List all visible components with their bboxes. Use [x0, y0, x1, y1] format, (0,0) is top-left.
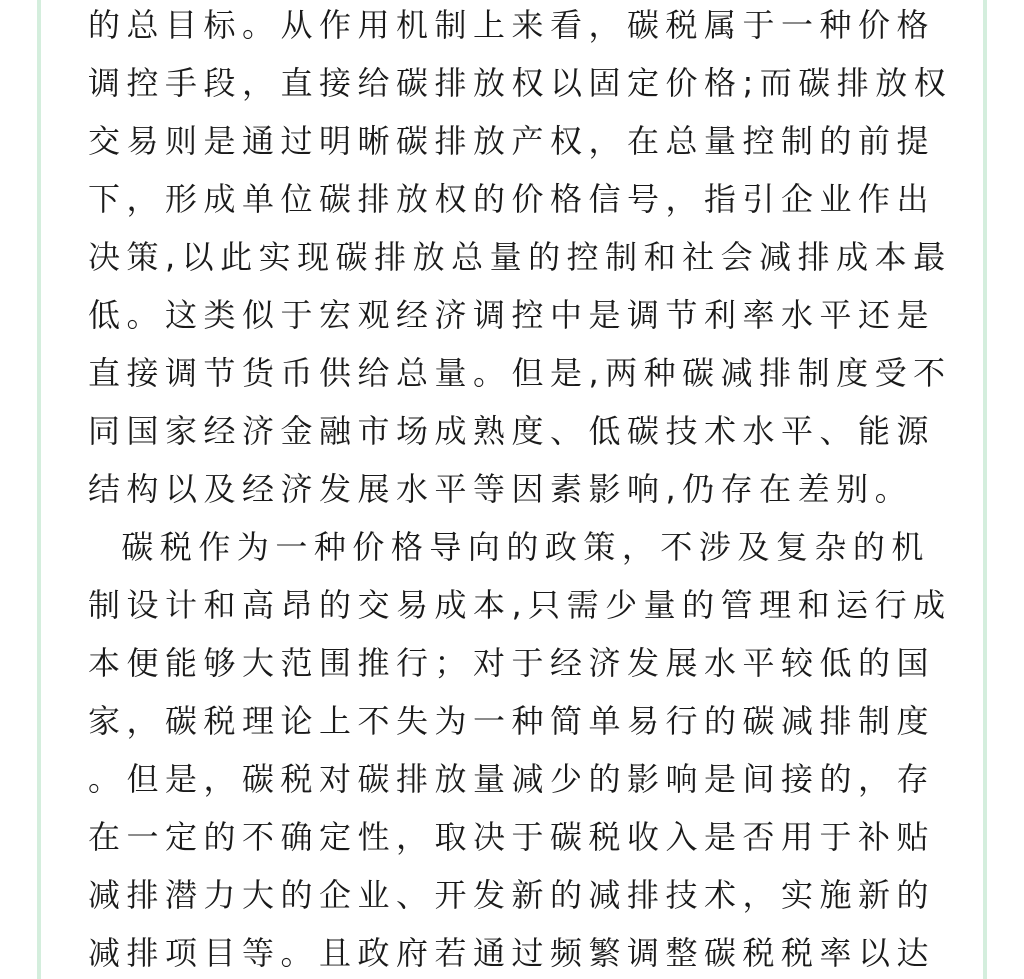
- text-line: 下，形成单位碳排放权的价格信号，指引企业作出: [88, 180, 936, 218]
- text-line: 直接调节货币供给总量。但是,两种碳减排制度受不: [88, 354, 952, 392]
- text-line: 低。这类似于宏观经济调控中是调节利率水平还是: [88, 296, 936, 334]
- article-body: [88, 0, 953, 979]
- text-line: 在一定的不确定性，取决于碳税收入是否用于补贴: [88, 818, 936, 856]
- text-line: 减排项目等。且政府若通过频繁调整碳税税率以达: [88, 934, 936, 972]
- text-line: 的总目标。从作用机制上来看，碳税属于一种价格: [88, 6, 936, 44]
- paragraph-start-line: 碳税作为一种价格导向的政策，不涉及复杂的机: [88, 528, 930, 566]
- text-line: 决策,以此实现碳排放总量的控制和社会减排成本最: [88, 238, 952, 276]
- text-line: 交易则是通过明晰碳排放产权，在总量控制的前提: [88, 122, 936, 160]
- text-line: 。但是，碳税对碳排放量减少的影响是间接的，存: [88, 760, 936, 798]
- text-line: 制设计和高昂的交易成本,只需少量的管理和运行成: [88, 586, 952, 624]
- text-line: 家，碳税理论上不失为一种简单易行的碳减排制度: [88, 702, 936, 740]
- text-line: 调控手段，直接给碳排放权以固定价格;而碳排放权: [88, 64, 953, 102]
- text-line: 同国家经济金融市场成熟度、低碳技术水平、能源: [88, 412, 936, 450]
- page-border-right: [983, 0, 987, 979]
- page-border-left: [37, 0, 41, 979]
- text-line: 减排潜力大的企业、开发新的减排技术，实施新的: [88, 876, 936, 914]
- text-line: 结构以及经济发展水平等因素影响,仍存在差别。: [88, 470, 914, 508]
- text-line: 本便能够大范围推行；对于经济发展水平较低的国: [88, 644, 936, 682]
